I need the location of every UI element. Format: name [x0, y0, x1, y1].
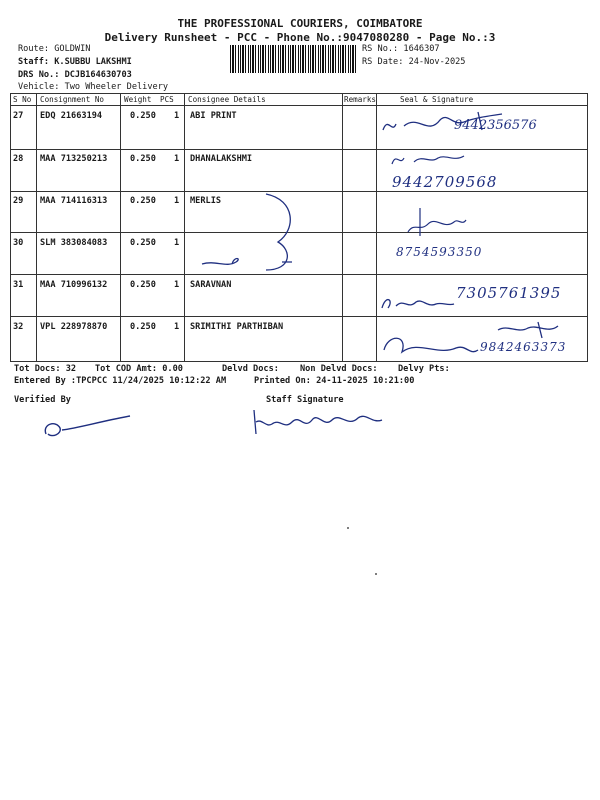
row-sno: 31	[13, 280, 24, 290]
col-header-consignee: Consignee Details	[188, 95, 266, 104]
row-consignment: EDQ 21663194	[40, 111, 103, 121]
col-header-weight: Weight	[124, 95, 152, 104]
row-consignee: ABI PRINT	[190, 111, 237, 121]
row-consignee: DHANALAKSHMI	[190, 154, 253, 164]
staff-signature-label: Staff Signature	[266, 395, 344, 405]
col-header-pcs: PCS	[160, 95, 174, 104]
signature-phone: 9442356576	[454, 118, 537, 133]
row-weight: 0.250	[130, 154, 156, 164]
signature-scribble	[388, 150, 478, 173]
row-pcs: 1	[174, 322, 180, 332]
row-sno: 27	[13, 111, 24, 121]
rs-date: RS Date: 24-Nov-2025	[362, 57, 466, 67]
non-delivered-docs: Non Delvd Docs:	[300, 364, 378, 374]
col-divider	[342, 93, 343, 361]
table-left-border	[10, 93, 11, 361]
signature-scribble	[196, 190, 306, 288]
verifier-signature	[38, 412, 138, 447]
row-weight: 0.250	[130, 280, 156, 290]
row-consignment: MAA 714116313	[40, 196, 108, 206]
row-consignment: SLM 383084083	[40, 238, 108, 248]
row-weight: 0.250	[130, 196, 156, 206]
delivered-docs: Delvd Docs:	[222, 364, 279, 374]
row-pcs: 1	[174, 238, 180, 248]
scan-speck	[375, 573, 377, 575]
staff-label: Staff: K.SUBBU LAKSHMI	[18, 57, 132, 67]
row-consignee: SRIMITHI PARTHIBAN	[190, 322, 284, 332]
row-weight: 0.250	[130, 238, 156, 248]
signature-phone: 9842463373	[480, 340, 567, 354]
row-consignee: MERLIS	[190, 196, 222, 206]
row-sno: 30	[13, 238, 24, 248]
table-right-border	[587, 93, 588, 361]
row-divider	[10, 149, 588, 150]
runsheet-subtitle: Delivery Runsheet - PCC - Phone No.:9047080280 - Page No.:3	[104, 31, 496, 44]
row-weight: 0.250	[130, 322, 156, 332]
delivery-points: Delvy Pts:	[398, 364, 450, 374]
signature-phone: 7305761395	[456, 284, 562, 302]
row-weight: 0.250	[130, 111, 156, 121]
signature-scribble	[400, 202, 470, 245]
drs-barcode	[230, 45, 356, 73]
row-sno: 32	[13, 322, 24, 332]
scan-speck	[347, 527, 349, 529]
row-sno: 29	[13, 196, 24, 206]
col-divider	[376, 93, 377, 361]
verified-by-label: Verified By	[14, 395, 71, 405]
col-header-consignment: Consignment No	[40, 95, 105, 104]
row-consignment: MAA 713250213	[40, 154, 108, 164]
entered-by: Entered By :TPCPCC 11/24/2025 10:12:22 AM	[14, 376, 227, 386]
printed-on: Printed On: 24-11-2025 10:21:00	[254, 376, 415, 386]
row-consignment: VPL 228978870	[40, 322, 108, 332]
col-header-signature: Seal & Signature	[400, 95, 474, 104]
row-sno: 28	[13, 154, 24, 164]
total-cod-amount: Tot COD Amt: 0.00	[95, 364, 183, 374]
signature-scribble	[378, 290, 458, 319]
signature-phone: 8754593350	[396, 245, 483, 259]
row-pcs: 1	[174, 154, 180, 164]
row-pcs: 1	[174, 280, 180, 290]
row-consignee: SARAVNAN	[190, 280, 232, 290]
col-divider	[36, 93, 37, 361]
total-docs: Tot Docs: 32	[14, 364, 77, 374]
col-header-sno: S No	[13, 95, 32, 104]
staff-signature	[248, 400, 388, 443]
row-pcs: 1	[174, 111, 180, 121]
col-divider	[120, 93, 121, 361]
row-divider	[10, 316, 588, 317]
signature-phone: 9442709568	[392, 173, 498, 191]
drs-number: DRS No.: DCJB164630703	[18, 70, 132, 80]
row-pcs: 1	[174, 196, 180, 206]
company-title: THE PROFESSIONAL COURIERS, COIMBATORE	[177, 17, 423, 30]
col-header-remarks: Remarks	[344, 95, 377, 104]
row-consignment: MAA 710996132	[40, 280, 108, 290]
table-top-rule	[10, 93, 588, 94]
vehicle-label: Vehicle: Two Wheeler Delivery	[18, 82, 169, 92]
rs-number: RS No.: 1646307	[362, 44, 440, 54]
route-label: Route: GOLDWIN	[18, 44, 91, 54]
col-divider	[184, 93, 185, 361]
